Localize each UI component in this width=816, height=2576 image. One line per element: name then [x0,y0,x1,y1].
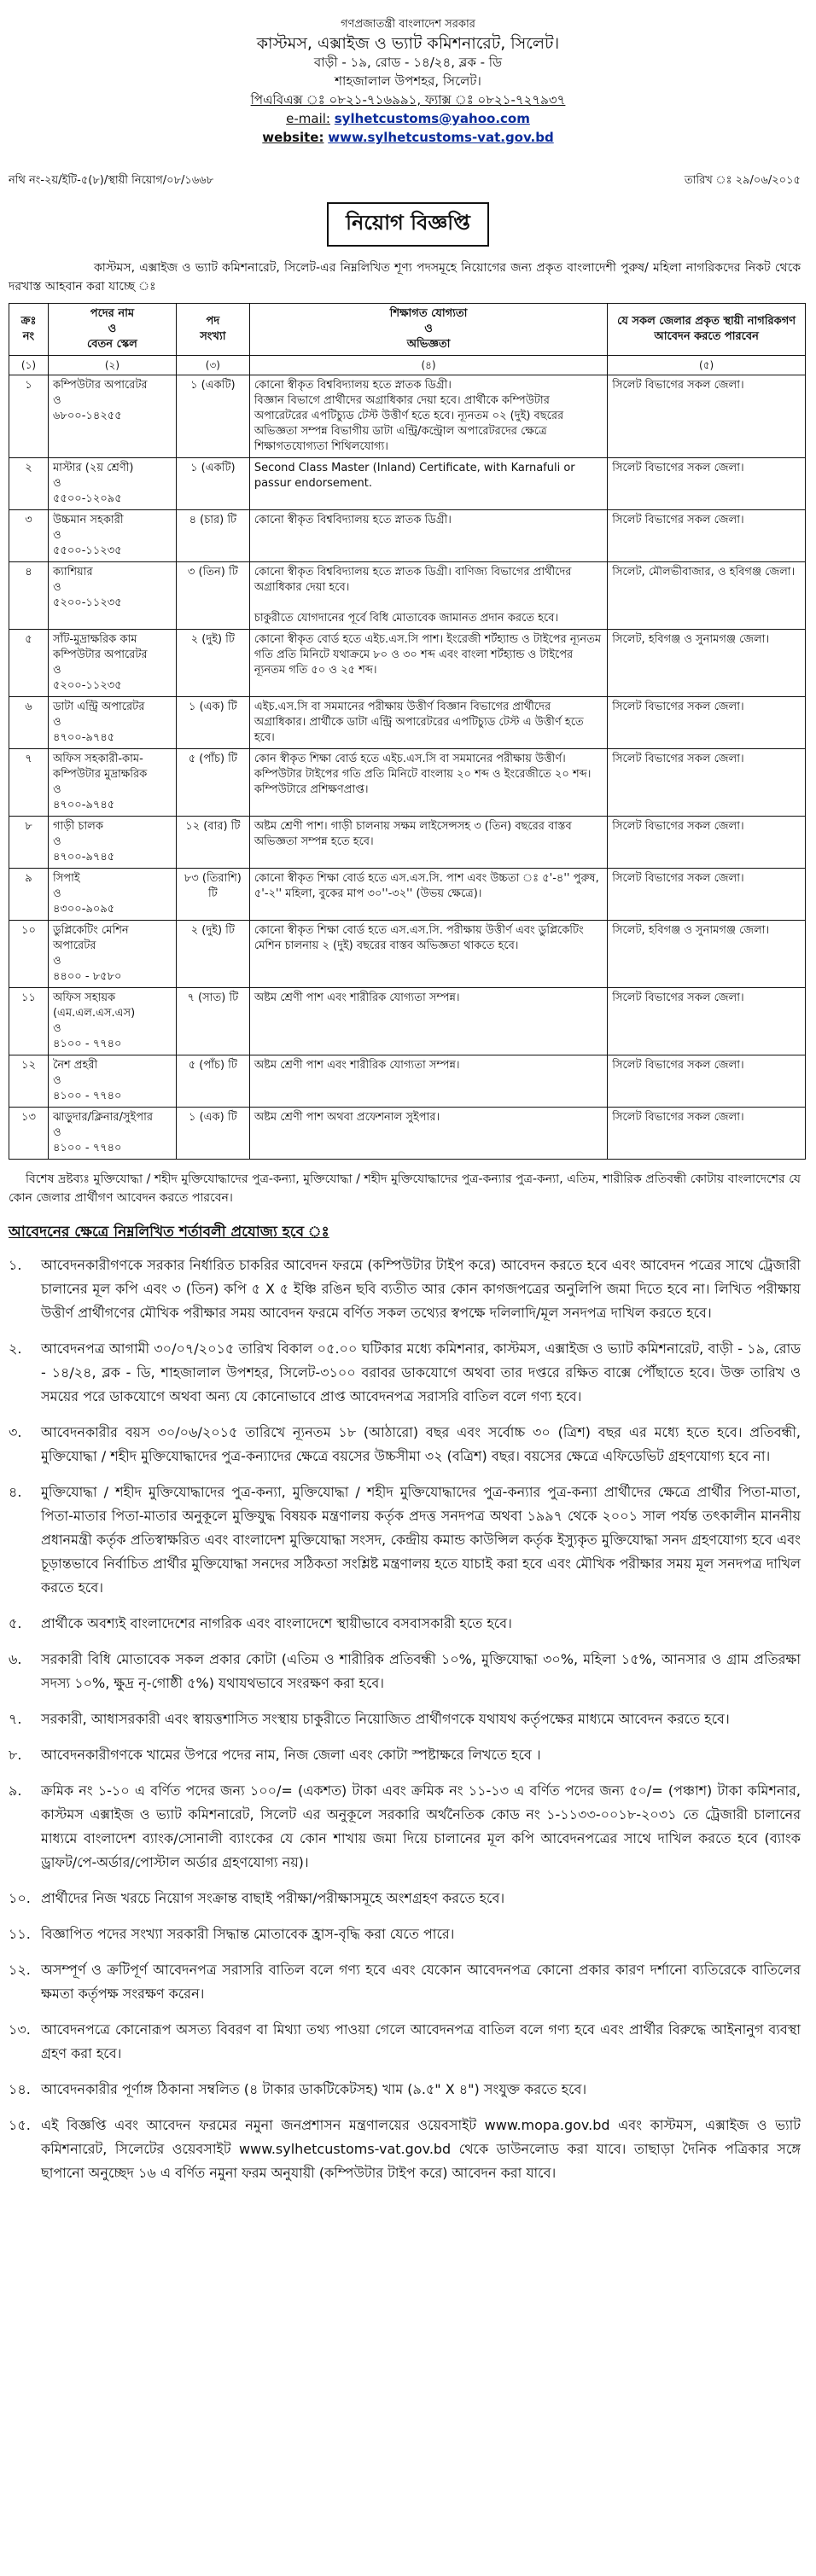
cell-district: সিলেট বিভাগের সকল জেলা। [608,749,806,817]
cell-serial: ৫ [9,630,49,697]
cell-serial: ১০ [9,921,49,988]
condition-number: ৬. [9,1651,22,1667]
col-header-post: পদের নাম ও বেতন স্কেল [48,304,176,356]
cell-district: সিলেট, হবিগঞ্জ ও সুনামগঞ্জ জেলা। [608,630,806,697]
cell-post: ঝাড়ুদার/ক্লিনার/সুইপার ও ৪১০০ - ৭৭৪০ [48,1108,176,1160]
condition-item [9,1253,801,1325]
condition-text: আবেদনকারীর পূর্ণাঙ্গ ঠিকানা সম্বলিত (৪ টাকার ডাকটিকেটসহ) খাম (৯.৫" X ৪") সংযুক্ত করতে হবে। [41,2081,587,2097]
table-row [9,749,806,817]
condition-number: ১৫. [9,2117,31,2133]
posts-table [9,303,806,1160]
table-row [9,375,806,458]
cell-qualification: অষ্টম শ্রেণী পাশ। গাড়ী চালনায় সক্ষম লাইসেন্সসহ ৩ (তিন) বছরের বাস্তব অভিজ্ঞতা সম্পন্ন হতে হবে। [249,817,607,869]
condition-number: ৪. [9,1484,22,1500]
website-label: website: [262,130,324,145]
cell-district: সিলেট, মৌলভীবাজার, ও হবিগঞ্জ জেলা। [608,562,806,630]
cell-post: ক্যাশিয়ার ও ৫২০০-১১২৩৫ [48,562,176,630]
phone-fax: পিএবিএক্স ঃ ০৮২১-৭১৬৯৯১, ফ্যাক্স ঃ ০৮২১-৭২৭৯৩৭ [250,92,566,108]
condition-number: ১২. [9,1962,31,1978]
table-row [9,697,806,749]
condition-text: সরকারী, আধাসরকারী এবং স্বায়ত্তশাসিত সংস্থায় চাকুরীতে নিয়োজিত প্রার্থীগণকে যথাযথ কর্তৃপক্ষের মাধ্যমে আবেদন করতে হবে। [41,1711,730,1727]
condition-number: ১০. [9,1890,31,1906]
condition-number: ৯. [9,1782,22,1799]
cell-qualification: অষ্টম শ্রেণী পাশ অথবা প্রফেশনাল সুইপার। [249,1108,607,1160]
cell-district: সিলেট বিভাগের সকল জেলা। [608,988,806,1055]
table-row [9,988,806,1055]
cell-district: সিলেট বিভাগের সকল জেলা। [608,1055,806,1108]
condition-item [9,1779,801,1875]
condition-item [9,1480,801,1600]
cell-post: কম্পিউটার অপারেটর ও ৬৮০০-১৪২৫৫ [48,375,176,458]
condition-item [9,1958,801,2006]
cell-district: সিলেট বিভাগের সকল জেলা। [608,1108,806,1160]
notice-title: নিয়োগ বিজ্ঞপ্তি [327,202,489,247]
col-number: (২) [48,356,176,375]
table-row [9,510,806,562]
cell-post: সিপাই ও ৪৩০০-৯০৯৫ [48,869,176,921]
table-row [9,630,806,697]
condition-number: ১. [9,1257,22,1273]
condition-number: ৫. [9,1615,22,1631]
cell-qualification: কোন স্বীকৃত শিক্ষা বোর্ড হতে এইচ.এস.সি বা সমমানের পরীক্ষায় উত্তীর্ণ। কম্পিউটার টাইপের গতি প্রতি মিনিটে বাংলায় ২০ শব্দ ও ইংরেজীতে ২০ শব্দ। কম্পিউটারে প্রশিক্ষণপ্রাপ্ত। [249,749,607,817]
condition-text: সরকারী বিধি মোতাবেক সকল প্রকার কোটা (এতিম ও শারীরিক প্রতিবন্ধী ১০%, মুক্তিযোদ্ধা ৩০%, মহিলা ১৫%, আনসার ও গ্রাম প্রতিরক্ষা সদস্য ১০%, ক্ষুদ্র নৃ-গোষ্ঠী ৫%) যথাযথভাবে সংরক্ষণ করা হবে। [41,1651,801,1691]
cell-qualification: অষ্টম শ্রেণী পাশ এবং শারীরিক যোগ্যতা সম্পন্ন। [249,988,607,1055]
cell-serial: ৬ [9,697,49,749]
address-line-2: শাহজালাল উপশহর, সিলেট। [335,73,481,89]
website-line [0,128,816,147]
condition-number: ১৪. [9,2081,31,2097]
cell-qualification: কোনো স্বীকৃত বিশ্ববিদ্যালয় হতে স্নাতক ডিগ্রী। [249,510,607,562]
cell-qualification: অষ্টম শ্রেণী পাশ এবং শারীরিক যোগ্যতা সম্পন্ন। [249,1055,607,1108]
cell-post: ডাটা এন্ট্রি অপারেটর ও ৪৭০০-৯৭৪৫ [48,697,176,749]
cell-count: ২ (দুই) টি [176,630,249,697]
col-number: (৪) [249,356,607,375]
condition-number: ১৩. [9,2021,31,2038]
condition-text: আবেদনকারীর বয়স ৩০/০৬/২০১৫ তারিখে ন্যূনতম ১৮ (আঠারো) বছর এবং সর্বোচ্চ ৩০ (ত্রিশ) বছর এর মধ্যে হতে হবে। প্রতিবন্ধী, মুক্তিযোদ্ধা / শহীদ মুক্তিযোদ্ধাদের পুত্র-কন্যাদের ক্ষেত্রে বয়সের উচ্চসীমা ৩২ (বত্রিশ) বছর। বয়সের ক্ষেত্রে এফিডেভিট গ্রহণযোগ্য হবে না। [41,1424,801,1464]
email-line [0,109,816,128]
condition-text: এই বিজ্ঞপ্তি এবং আবেদন ফরমের নমুনা জনপ্রশাসন মন্ত্রণালয়ের ওয়েবসাইট www.mopa.gov.bd এবং কাস্টমস, এক্সাইজ ও ভ্যাট কমিশনারেট, সিলেটের ওয়েবসাইট www.sylhetcustoms-vat.gov.bd থেকে ডাউনলোড করা যাবে। তাছাড়া দৈনিক পত্রিকার সঙ্গে ছাপানো অনুচ্ছেদ ১৬ এ বর্ণিত নমুনা ফরম অনুযায়ী (কম্পিউটার টাইপ করে) আবেদন করা যাবে। [41,2117,801,2181]
condition-item [9,1922,801,1946]
cell-qualification: কোনো স্বীকৃত বোর্ড হতে এইচ.এস.সি পাশ। ইংরেজী শর্টহ্যান্ড ও টাইপের ন্যূনতম গতি প্রতি মিনিটে যথাক্রমে ৮০ ও ৩০ শব্দ এবং বাংলা শর্টহ্যান্ড ও টাইপের ন্যূনতম গতি ৫০ ও ২৫ শব্দ। [249,630,607,697]
condition-number: ৩. [9,1424,22,1440]
condition-number: ১১. [9,1926,31,1942]
cell-serial: ৮ [9,817,49,869]
cell-count: ২ (দুই) টি [176,921,249,988]
col-header-district: যে সকল জেলার প্রকৃত স্থায়ী নাগরিকগণ আবেদন করতে পারবেন [608,304,806,356]
condition-number: ২. [9,1340,22,1357]
condition-number: ৮. [9,1747,22,1763]
cell-serial: ১২ [9,1055,49,1108]
email-label: e-mail: [286,111,330,126]
cell-serial: ৯ [9,869,49,921]
cell-qualification: কোনো স্বীকৃত শিক্ষা বোর্ড হতে এস.এস.সি. পাশ এবং উচ্চতা ঃ ৫'-৪'' পুরুষ, ৫'-২'' মহিলা, বুকের মাপ ৩০''-৩২'' (উভয় ক্ষেত্রে)। [249,869,607,921]
cell-post: নৈশ প্রহরী ও ৪১০০ - ৭৭৪০ [48,1055,176,1108]
cell-district: সিলেট বিভাগের সকল জেলা। [608,869,806,921]
address-line-1: বাড়ী - ১৯, রোড - ১৪/২৪, ব্লক - ডি [313,55,503,70]
condition-item [9,2114,801,2185]
condition-item [9,2078,801,2102]
condition-text: আবেদনকারীগণকে খামের উপরে পদের নাম, নিজ জেলা এবং কোটা স্পষ্টাক্ষরে লিখতে হবে । [41,1747,541,1763]
cell-qualification: কোনো স্বীকৃত বিশ্ববিদ্যালয় হতে স্নাতক ডিগ্রী। বিজ্ঞান বিভাগে প্রার্থীদের অগ্রাধিকার দেয়া হবে। প্রার্থীকে কম্পিউটার অপারেটরের এপটিচ্যুড টেস্ট উত্তীর্ণ হতে হবে। ন্যূনতম ০২ (দুই) বছরের অভিজ্ঞতা সম্পন্ন বিভাগীয় ডাটা এন্ট্রি/কন্ট্রোল অপারেটরদের ক্ষেত্রে শিক্ষাগতযোগ্যতা শিথিলযোগ্য। [249,375,607,458]
cell-district: সিলেট, হবিগঞ্জ ও সুনামগঞ্জ জেলা। [608,921,806,988]
cell-serial: ৪ [9,562,49,630]
table-number-row [9,356,806,375]
website-link[interactable]: www.sylhetcustoms-vat.gov.bd [328,130,554,145]
table-row [9,869,806,921]
table-row [9,1055,806,1108]
cell-count: ৫ (পাঁচ) টি [176,749,249,817]
col-number: (৩) [176,356,249,375]
cell-qualification: Second Class Master (Inland) Certificate, with Karnafuli or passur endorsement. [249,458,607,510]
cell-qualification: এইচ.এস.সি বা সমমানের পরীক্ষায় উত্তীর্ণ বিজ্ঞান বিভাগের প্রার্থীদের অগ্রাধিকার। প্রার্থীকে ডাটা এন্ট্রি অপারেটরের এপটিচ্যুড টেস্ট এ উত্তীর্ণ হতে হবে। [249,697,607,749]
cell-count: ৩ (তিন) টি [176,562,249,630]
email-link[interactable]: sylhetcustoms@yahoo.com [334,111,530,126]
cell-post: উচ্চমান সহকারী ও ৫৫০০-১১২৩৫ [48,510,176,562]
condition-text: বিজ্ঞাপিত পদের সংখ্যা সরকারী সিদ্ধান্ত মোতাবেক হ্রাস-বৃদ্ধি করা যেতে পারে। [41,1926,455,1942]
cell-district: সিলেট বিভাগের সকল জেলা। [608,697,806,749]
col-header-serial: ক্রঃ নং [9,304,49,356]
table-row [9,817,806,869]
condition-item [9,2018,801,2066]
condition-text: আবেদনপত্র আগামী ৩০/০৭/২০১৫ তারিখ বিকাল ০৫.০০ ঘটিকার মধ্যে কমিশনার, কাস্টমস, এক্সাইজ ও ভ্যাট কমিশনারেট, বাড়ী - ১৯, রোড - ১৪/২৪, ব্লক - ডি, শাহজালাল উপশহর, সিলেট-৩১০০ বরাবর ডাকযোগে অথবা তার দপ্তরে রক্ষিত বাক্সে পৌঁছাতে হবে। উক্ত তারিখ ও সময়ের পরে ডাকযোগে অথবা অন্য যে কোনোভাবে প্রাপ্ত আবেদনপত্র সরাসরি বাতিল বলে গণ্য হবে। [41,1340,801,1404]
cell-serial: ৩ [9,510,49,562]
table-row [9,1108,806,1160]
cell-count: ৪ (চার) টি [176,510,249,562]
cell-count: ৫ (পাঁচ) টি [176,1055,249,1108]
condition-item [9,1887,801,1910]
condition-text: প্রার্থীদের নিজ খরচে নিয়োগ সংক্রান্ত বাছাই পরীক্ষা/পরীক্ষাসমূহে অংশগ্রহণ করতে হবে। [41,1890,505,1906]
cell-serial: ২ [9,458,49,510]
gov-name: গণপ্রজাতন্ত্রী বাংলাদেশ সরকার [341,18,475,31]
col-number: (৫) [608,356,806,375]
conditions-list [9,1253,801,2185]
cell-serial: ১১ [9,988,49,1055]
table-row [9,562,806,630]
condition-text: মুক্তিযোদ্ধা / শহীদ মুক্তিযোদ্ধাদের পুত্র-কন্যা, মুক্তিযোদ্ধা / শহীদ মুক্তিযোদ্ধাদের পুত্র-কন্যার পুত্র-কন্যা প্রার্থীদের ক্ষেত্রে প্রার্থীর পিতা-মাতা, পিতা-মাতার পিতা-মাতার অনুকূলে মুক্তিযুদ্ধ বিষয়ক মন্ত্রণালয় কর্তৃক প্রদত্ত সনদপত্র অথবা ১৯৯৭ থেকে ২০০১ সাল পর্যন্ত তৎকালীন মাননীয় প্রধানমন্ত্রী কর্তৃক প্রতিস্বাক্ষরিত এবং বাংলাদেশ মুক্তিযোদ্ধা সংসদ, কেন্দ্রীয় কমান্ড কাউন্সিল কর্তৃক ইস্যুকৃত মুক্তিযোদ্ধা সনদ গ্রহণযোগ্য হবে এবং চূড়ান্তভাবে নির্বাচিত প্রার্থীর মুক্তিযোদ্ধা সনদের সঠিকতা সংশ্লিষ্ট মন্ত্রণালয় হতে যাচাই করা হবে এবং মৌখিক পরীক্ষার সময় মূল সনদপত্র দাখিল করতে হবে। [41,1484,801,1596]
cell-count: ১২ (বার) টি [176,817,249,869]
condition-text: ক্রমিক নং ১-১০ এ বর্ণিত পদের জন্য ১০০/= (একশত) টাকা এবং ক্রমিক নং ১১-১৩ এ বর্ণিত পদের জন্য ৫০/= (পঞ্চাশ) টাকা কমিশনার, কাস্টমস এক্সাইজ ও ভ্যাট কমিশনারেট, সিলেট এর অনুকূলে সরকারি অর্থনৈতিক কোড নং ১-১১৩৩-০০১৮-২০৩১ তে ট্রেজারী চালানের মাধ্যমে বাংলাদেশ ব্যাংক/সোনালী ব্যাংকের যে কোন শাখায় জমা দিয়ে চালানের মূল কপি আবেদনপত্রের সাথে দাখিল করতে হবে (ব্যাংক ড্রাফট/পে-অর্ডার/পোস্টাল অর্ডার গ্রহণযোগ্য নয়)। [41,1782,801,1870]
cell-post: অফিস সহকারী-কাম-কম্পিউটার মুদ্রাক্ষরিক ও ৪৭০০-৯৭৪৫ [48,749,176,817]
condition-text: আবেদনপত্রে কোনোরূপ অসত্য বিবরণ বা মিথ্যা তথ্য পাওয়া গেলে আবেদনপত্র বাতিল বলে গণ্য হবে এবং প্রার্থীর বিরুদ্ধে আইনানুগ ব্যবস্থা গ্রহণ করা হবে। [41,2021,801,2061]
condition-item [9,1612,801,1636]
condition-item [9,1337,801,1409]
cell-district: সিলেট বিভাগের সকল জেলা। [608,817,806,869]
memo-number: নথি নং-২য়/ইটি-৫(৮)/স্থায়ী নিয়োগ/০৮/১৬৬৮ [9,174,214,187]
memo-date: তারিখ ঃ ২৯/০৬/২০১৫ [684,174,801,187]
col-header-qualification: শিক্ষাগত যোগ্যতা ও অভিজ্ঞতা [249,304,607,356]
cell-count: ১ (একটি) [176,375,249,458]
cell-post: অফিস সহায়ক (এম.এল.এস.এস) ও ৪১০০ - ৭৭৪০ [48,988,176,1055]
cell-post: গাড়ী চালক ও ৪৭০০-৯৭৪৫ [48,817,176,869]
reference-line [9,172,801,190]
condition-text: আবেদনকারীগণকে সরকার নির্ধারিত চাকরির আবেদন ফরমে (কম্পিউটার টাইপ করে) আবেদন করতে হবে এবং আবেদন পত্রের সাথে ট্রেজারী চালানের মূল কপি এবং ৩ (তিন) কপি ৫ X ৫ ইঞ্চি রঙিন ছবি ব্যতীত আর কোন কাগজপত্রের অনুলিপি জমা দিতে হবে না। লিখিত পরীক্ষায় উত্তীর্ণ প্রার্থীগণের মৌখিক পরীক্ষার সময় আবেদন ফরমে বর্ণিত সকল তথ্যের স্বপক্ষে দলিলাদি/মূল সনদপত্র দাখিল করতে হবে। [41,1257,801,1321]
cell-qualification: কোনো স্বীকৃত বিশ্ববিদ্যালয় হতে স্নাতক ডিগ্রী। বাণিজ্য বিভাগের প্রার্থীদের অগ্রাধিকার দেয়া হবে। চাকুরীতে যোগদানের পূর্বে বিধি মোতাবেক জামানত প্রদান করতে হবে। [249,562,607,630]
office-name: কাস্টমস, এক্সাইজ ও ভ্যাট কমিশনারেট, সিলেট। [256,34,560,53]
cell-post: সাঁট-মুদ্রাক্ষরিক কাম কম্পিউটার অপারেটর ও ৫২০০-১১২৩৫ [48,630,176,697]
cell-serial: ৭ [9,749,49,817]
letterhead [0,15,816,147]
cell-serial: ১ [9,375,49,458]
cell-qualification: কোনো স্বীকৃত শিক্ষা বোর্ড হতে এস.এস.সি. পরীক্ষায় উত্তীর্ণ এবং ডুপ্লিকেটিং মেশিন চালনায় ২ (দুই) বছরের বাস্তব অভিজ্ঞতা থাকতে হবে। [249,921,607,988]
cell-serial: ১৩ [9,1108,49,1160]
cell-count: ৮৩ (তিরাশি) টি [176,869,249,921]
condition-item [9,1421,801,1468]
cell-post: ডুপ্লিকেটিং মেশিন অপারেটর ও ৪৪০০ - ৮৫৮০ [48,921,176,988]
col-number: (১) [9,356,49,375]
special-note: বিশেষ দ্রষ্টব্যঃ মুক্তিযোদ্ধা / শহীদ মুক্তিযোদ্ধাদের পুত্র-কন্যা, মুক্তিযোদ্ধা / শহীদ মুক্তিযোদ্ধাদের পুত্র-কন্যার পুত্র-কন্যা, এতিম, শারীরিক প্রতিবন্ধী কোটায় বাংলাদেশের যে কোন জেলার প্রার্থীগণ আবেদন করতে পারবেন। [9,1172,801,1205]
cell-district: সিলেট বিভাগের সকল জেলা। [608,458,806,510]
table-row [9,458,806,510]
cell-count: ১ (এক) টি [176,697,249,749]
col-header-count: পদ সংখ্যা [176,304,249,356]
condition-item [9,1648,801,1695]
condition-text: অসম্পূর্ণ ও ক্রটিপূর্ণ আবেদনপত্র সরাসরি বাতিল বলে গণ্য হবে এবং যেকোন আবেদনপত্র কোনো প্রকার কারণ দর্শানো ব্যতিরেকে বাতিলের ক্ষমতা কর্তৃপক্ষ সংরক্ষণ করেন। [41,1962,801,2002]
table-row [9,921,806,988]
condition-item [9,1707,801,1731]
condition-text: প্রার্থীকে অবশ্যই বাংলাদেশের নাগরিক এবং বাংলাদেশে স্থায়ীভাবে বসবাসকারী হতে হবে। [41,1615,512,1631]
cell-count: ৭ (সাত) টি [176,988,249,1055]
table-header-row [9,304,806,356]
cell-district: সিলেট বিভাগের সকল জেলা। [608,375,806,458]
cell-count: ১ (একটি) [176,458,249,510]
condition-item [9,1743,801,1767]
cell-count: ১ (এক) টি [176,1108,249,1160]
cell-post: মাস্টার (২য় শ্রেণী) ও ৫৫০০-১২০৯৫ [48,458,176,510]
condition-number: ৭. [9,1711,22,1727]
intro-paragraph: কাস্টমস, এক্সাইজ ও ভ্যাট কমিশনারেট, সিলেট-এর নিম্নলিখিত শূণ্য পদসমূহে নিয়োগের জন্য প্রকৃত বাংলাদেশী পুরুষ/ মহিলা নাগরিকদের নিকট থেকে দরখাস্ত আহবান করা যাচ্ছে ঃ [9,261,801,294]
conditions-heading: আবেদনের ক্ষেত্রে নিম্নলিখিত শর্তাবলী প্রযোজ্য হবে ঃ [9,1224,329,1241]
cell-district: সিলেট বিভাগের সকল জেলা। [608,510,806,562]
